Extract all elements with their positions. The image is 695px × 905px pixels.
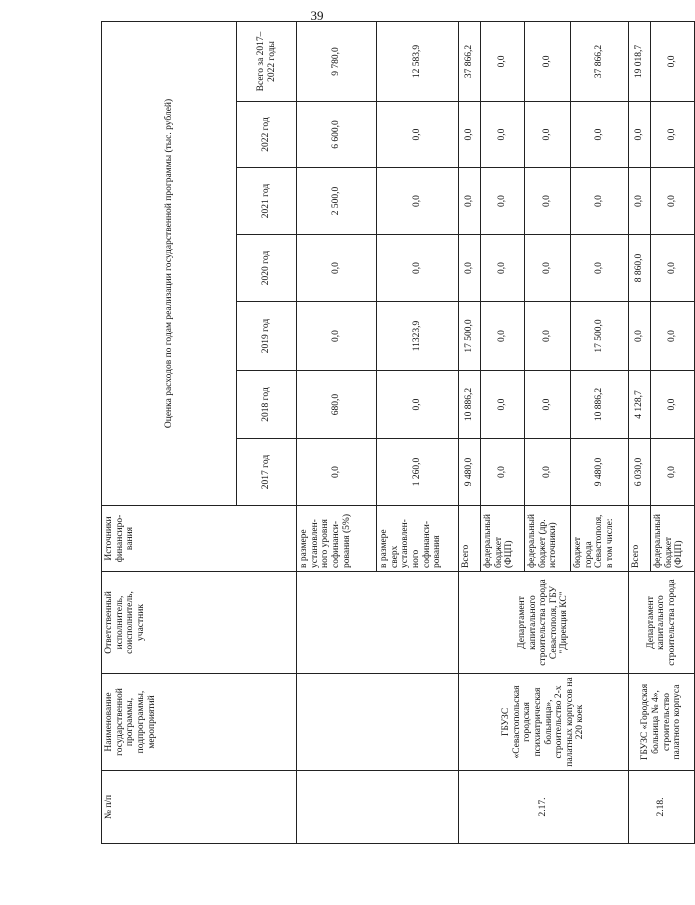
num-cell bbox=[297, 771, 459, 844]
table-frame bbox=[101, 22, 685, 844]
value-cell: 0,0 bbox=[651, 371, 695, 439]
value-cell: 0,0 bbox=[651, 302, 695, 371]
value-cell: 10 886,2 bbox=[459, 371, 481, 439]
value-cell: 0,0 bbox=[571, 102, 629, 168]
value-cell: 17 500,0 bbox=[571, 302, 629, 371]
value-cell: 0,0 bbox=[525, 235, 571, 302]
value-cell: 0,0 bbox=[525, 102, 571, 168]
budget-table bbox=[101, 21, 695, 844]
header-year: 2020 год bbox=[237, 235, 297, 302]
value-cell: 0,0 bbox=[571, 235, 629, 302]
value-cell: 0,0 bbox=[481, 371, 525, 439]
value-cell: 0,0 bbox=[651, 21, 695, 101]
source-cell: в размере сверх установлен-ного софинанси-рования bbox=[377, 506, 459, 572]
value-cell: 0,0 bbox=[525, 371, 571, 439]
value-cell: 0,0 bbox=[377, 168, 459, 235]
value-cell: 0,0 bbox=[297, 302, 377, 371]
value-cell: 19 018,7 bbox=[629, 21, 651, 101]
value-cell: 0,0 bbox=[629, 302, 651, 371]
value-cell: 9 480,0 bbox=[459, 439, 481, 506]
table-row bbox=[459, 21, 481, 843]
source-cell: Всего bbox=[629, 506, 651, 572]
source-cell: федеральный бюджет (ФЦП) bbox=[651, 506, 695, 572]
value-cell: 0,0 bbox=[629, 168, 651, 235]
value-cell: 0,0 bbox=[481, 302, 525, 371]
value-cell: 37 866,2 bbox=[571, 21, 629, 101]
value-cell: 0,0 bbox=[571, 168, 629, 235]
value-cell: 9 780,0 bbox=[297, 21, 377, 101]
header-year: 2022 год bbox=[237, 102, 297, 168]
header-executor: Ответственный исполнитель, соисполнитель, участник bbox=[102, 572, 297, 674]
value-cell: 6 600,0 bbox=[297, 102, 377, 168]
value-cell: 0,0 bbox=[525, 439, 571, 506]
value-cell: 0,0 bbox=[651, 168, 695, 235]
page-number: 39 bbox=[310, 8, 324, 23]
value-cell: 0,0 bbox=[481, 102, 525, 168]
item-name: ГБУЗС «Городская больница № 4», строительство палатного корпуса bbox=[629, 674, 695, 771]
item-number: 2.17. bbox=[459, 771, 629, 844]
value-cell: 0,0 bbox=[377, 102, 459, 168]
header-year: 2018 год bbox=[237, 371, 297, 439]
value-cell: 4 128,7 bbox=[629, 371, 651, 439]
value-cell: 0,0 bbox=[481, 168, 525, 235]
header-source: Источники финансиро-вания bbox=[102, 506, 297, 572]
value-cell: 0,0 bbox=[459, 102, 481, 168]
value-cell: 0,0 bbox=[297, 439, 377, 506]
value-cell: 9 480,0 bbox=[571, 439, 629, 506]
item-name: ГБУЗС «Севастопольская городская психиатрическая больница», строительство 2-х палатных корпусов на 220 коек bbox=[459, 674, 629, 771]
value-cell: 0,0 bbox=[629, 102, 651, 168]
value-cell: 0,0 bbox=[525, 168, 571, 235]
source-cell: бюджет города Севастополя, в том числе: bbox=[571, 506, 629, 572]
value-cell: 11323,9 bbox=[377, 302, 459, 371]
value-cell: 2 500,0 bbox=[297, 168, 377, 235]
value-cell: 0,0 bbox=[525, 21, 571, 101]
header-estimate: Оценка расходов по годам реализации государственной программы (тыс. рублей) bbox=[102, 21, 237, 505]
value-cell: 0,0 bbox=[651, 102, 695, 168]
item-executor: Департамент капитального строительства города Севастополя, ГБУ "Дирекция КС" bbox=[459, 572, 629, 674]
source-cell: федеральный бюджет (ФЦП) bbox=[481, 506, 525, 572]
value-cell: 0,0 bbox=[481, 235, 525, 302]
value-cell: 37 866,2 bbox=[459, 21, 481, 101]
table-row bbox=[297, 21, 377, 843]
rotated-table-wrapper bbox=[101, 22, 685, 844]
source-cell: в размере установлен-ного уровня софинанси-рования (5%) bbox=[297, 506, 377, 572]
header-num: № п/п bbox=[102, 771, 297, 844]
value-cell: 0,0 bbox=[651, 439, 695, 506]
value-cell: 6 030,0 bbox=[629, 439, 651, 506]
value-cell: 680,0 bbox=[297, 371, 377, 439]
header-year: 2017 год bbox=[237, 439, 297, 506]
value-cell: 0,0 bbox=[481, 439, 525, 506]
value-cell: 1 260,0 bbox=[377, 439, 459, 506]
name-cell bbox=[297, 674, 459, 771]
value-cell: 0,0 bbox=[377, 235, 459, 302]
value-cell: 0,0 bbox=[651, 235, 695, 302]
value-cell: 0,0 bbox=[377, 371, 459, 439]
value-cell: 12 583,9 bbox=[377, 21, 459, 101]
value-cell: 10 886,2 bbox=[571, 371, 629, 439]
header-year: 2021 год bbox=[237, 168, 297, 235]
value-cell: 0,0 bbox=[481, 21, 525, 101]
header-name: Наименование государственной программы, подпрограммы, мероприятий bbox=[102, 674, 297, 771]
source-cell: Всего bbox=[459, 506, 481, 572]
value-cell: 0,0 bbox=[459, 168, 481, 235]
executor-cell bbox=[297, 572, 459, 674]
header-total: Всего за 2017–2022 годы bbox=[237, 21, 297, 101]
value-cell: 8 860,0 bbox=[629, 235, 651, 302]
value-cell: 17 500,0 bbox=[459, 302, 481, 371]
table-row bbox=[629, 21, 651, 843]
value-cell: 0,0 bbox=[525, 302, 571, 371]
header-year: 2019 год bbox=[237, 302, 297, 371]
table-header-row bbox=[102, 21, 237, 843]
value-cell: 0,0 bbox=[297, 235, 377, 302]
item-number: 2.18. bbox=[629, 771, 695, 844]
value-cell: 0,0 bbox=[459, 235, 481, 302]
item-executor: Департамент капитального строительства города bbox=[629, 572, 695, 674]
source-cell: федеральный бюджет (др. источники) bbox=[525, 506, 571, 572]
